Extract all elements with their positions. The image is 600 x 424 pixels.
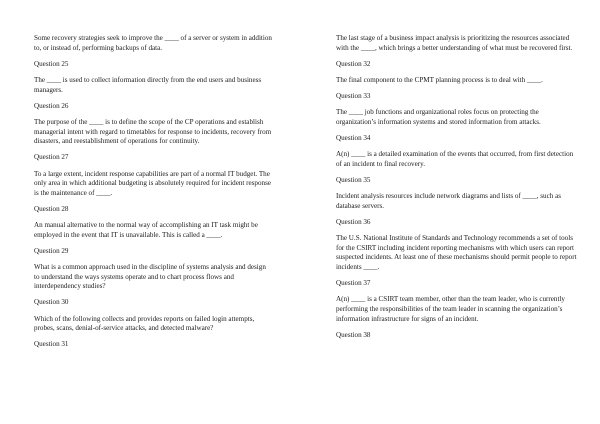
question-heading: Question 26 xyxy=(34,101,69,110)
question-heading: Question 32 xyxy=(336,59,371,68)
question-text: The ____ is used to collect information directly from the end users and business managers. xyxy=(34,75,262,94)
question-text: The U.S. National Institute of Standards and Technology recommends a set of tools for the CSIRT including incident reporting mechanisms with which users can report suspected incidents. At least one of these mechanisms should permit people to report incidents ____. xyxy=(336,234,577,272)
question-text: An manual alternative to the normal way of accomplishing an IT task might be employed in the event that IT is unavailable. This is called a ____. xyxy=(34,221,258,239)
question-text: Incident analysis resources include network diagrams and lists of ____, such as database servers. xyxy=(336,192,561,210)
question-text: To a large extent, incident response capabilities are part of a normal IT budget. The only area in which additional budgeting is absolutely required for incident response is the maintenance of ____. xyxy=(34,169,271,197)
question-text: The ____ job functions and organizational roles focus on protecting the organization’s information systems and stored information from attacks. xyxy=(336,108,541,126)
question-text: What is a common approach used in the discipline of systems analysis and design to understand the ways systems operate and to chart process flows and interdependency studies? xyxy=(34,263,266,291)
question-text: Which of the following collects and provides reports on failed login attempts, probes, scans, denial-of-service attacks, and detected malware? xyxy=(34,314,255,333)
question-text: The purpose of the ____ is to define the scope of the CP operations and establish managerial intent with regard to timetables for response to incidents, recovery from disasters, and reestablishment of operations for continuity. xyxy=(34,117,272,146)
question-text: The final component to the CPMT planning process is to deal with ____. xyxy=(336,75,543,84)
question-text: A(n) ____ is a CSIRT team member, other than the team leader, who is currently performing the responsibilities of the team leader in scanning the organization’s information infrastructure for signs of an incident. xyxy=(336,295,565,323)
question-heading: Question 27 xyxy=(34,153,69,162)
right-column xyxy=(300,34,600,424)
question-heading: Question 28 xyxy=(34,204,69,213)
question-heading: Question 38 xyxy=(336,330,371,339)
question-heading: Question 36 xyxy=(336,218,371,227)
question-heading: Question 31 xyxy=(34,340,69,349)
question-heading: Question 34 xyxy=(336,134,371,143)
question-text: The last stage of a business impact analysis is prioritizing the resources associated with the ____, which brings a better understanding of what must be recovered first. xyxy=(336,34,573,52)
question-text: A(n) ____ is a detailed examination of the events that occurred, from first detection of an incident to final recovery. xyxy=(336,150,574,168)
question-heading: Question 35 xyxy=(336,176,371,185)
question-heading: Question 29 xyxy=(34,246,69,255)
question-heading: Question 25 xyxy=(34,59,69,68)
left-column xyxy=(0,34,300,424)
question-text: Some recovery strategies seek to improve the ____ of a server or system in addition to, or instead of, performing backups of data. xyxy=(34,34,272,52)
question-heading: Question 30 xyxy=(34,298,69,307)
question-heading: Question 33 xyxy=(336,92,371,101)
question-heading: Question 37 xyxy=(336,279,371,288)
